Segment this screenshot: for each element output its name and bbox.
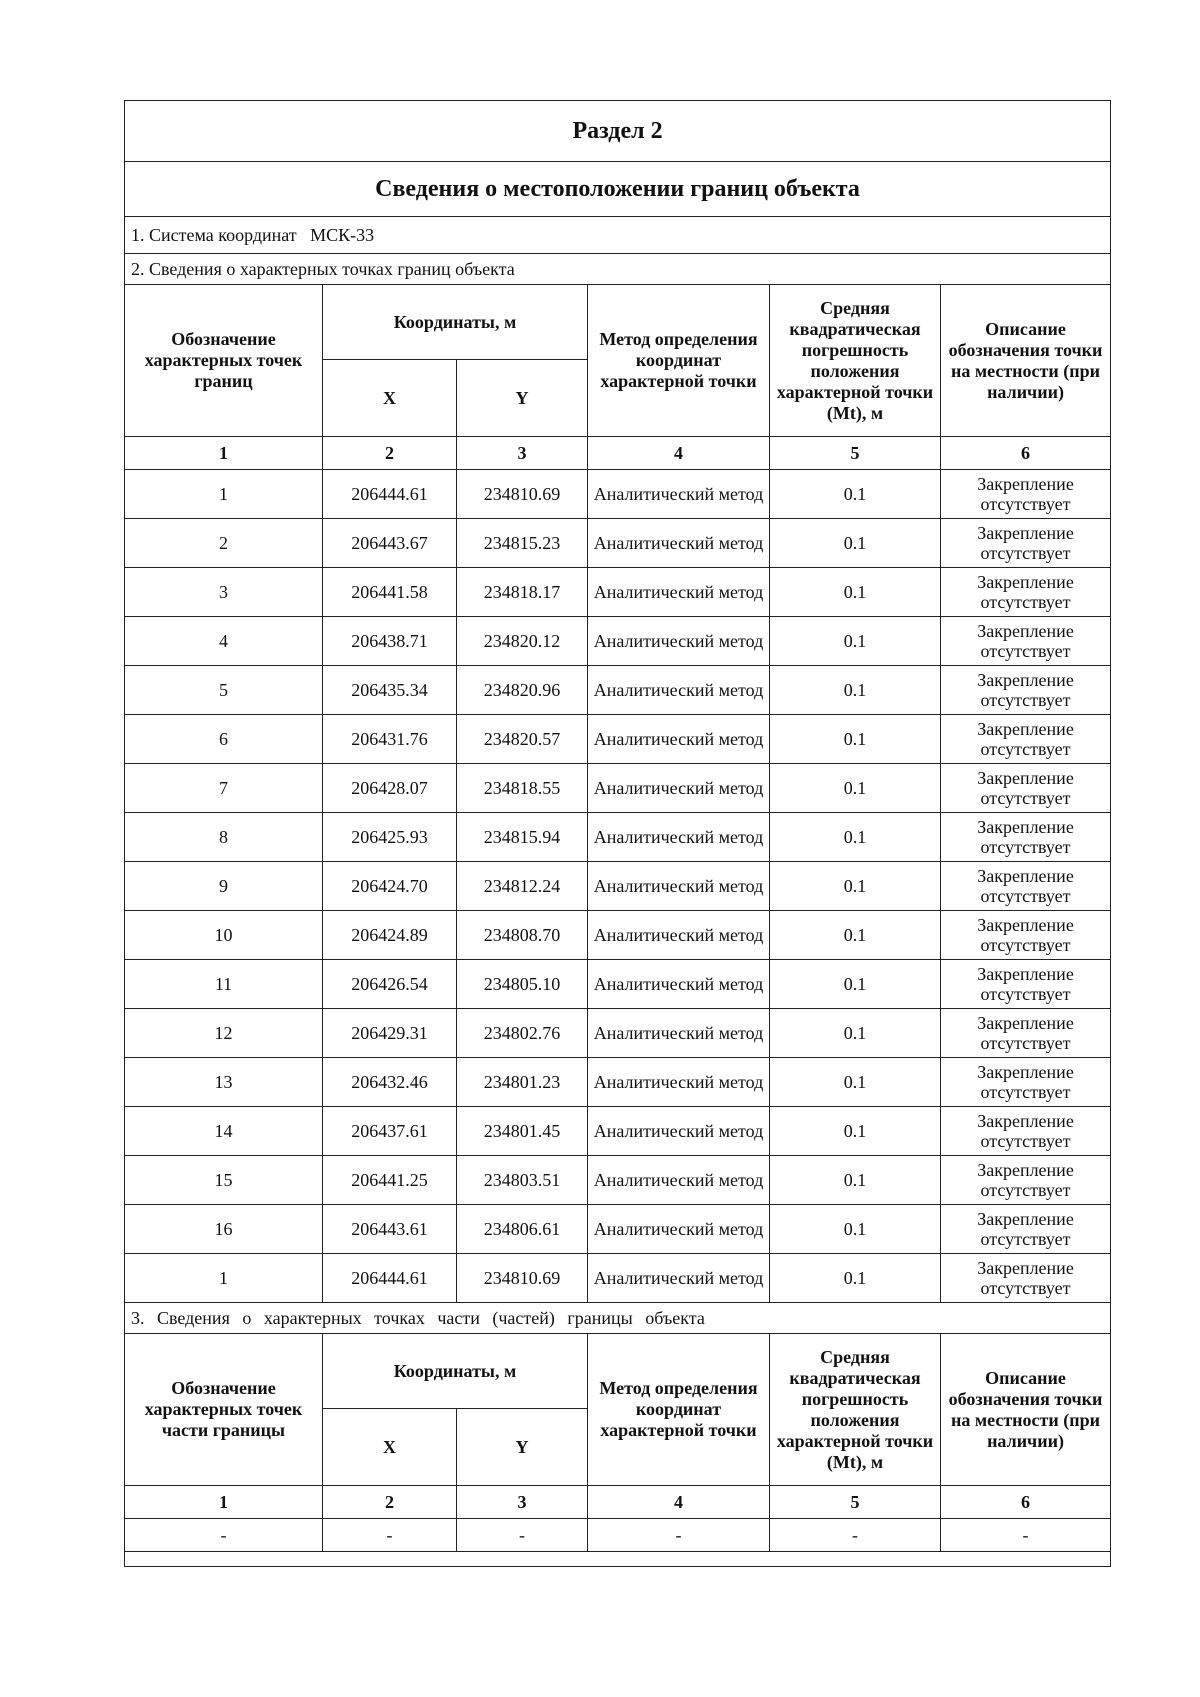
coord-system-label: 1. Система координат	[131, 225, 297, 245]
point-method: Аналитический метод	[588, 617, 770, 666]
point-number: 1	[125, 1254, 323, 1303]
point-x: 206443.67	[323, 519, 457, 568]
point-method: Аналитический метод	[588, 1205, 770, 1254]
point-method: Аналитический метод	[588, 568, 770, 617]
parts-header-number: 5	[770, 1486, 941, 1519]
point-number: 3	[125, 568, 323, 617]
table-row	[125, 715, 1111, 764]
point-mt: 0.1	[770, 960, 941, 1009]
parts-header-description: Описание обозначения точки на местности (при наличии)	[941, 1334, 1111, 1486]
header-number: 1	[125, 437, 323, 470]
point-y: 234818.55	[457, 764, 588, 813]
point-y: 234815.23	[457, 519, 588, 568]
point-y: 234820.96	[457, 666, 588, 715]
parts-table-row	[125, 1519, 1111, 1552]
table-row	[125, 470, 1111, 519]
parts-header-x: X	[323, 1409, 457, 1486]
point-number: 12	[125, 1009, 323, 1058]
table-row	[125, 1156, 1111, 1205]
point-y: 234802.76	[457, 1009, 588, 1058]
point-y: 234815.94	[457, 813, 588, 862]
parts-header-number: 4	[588, 1486, 770, 1519]
header-number: 3	[457, 437, 588, 470]
parts-cell: -	[941, 1519, 1111, 1552]
header-y: Y	[457, 360, 588, 437]
parts-cell: -	[588, 1519, 770, 1552]
point-method: Аналитический метод	[588, 1107, 770, 1156]
table-row	[125, 813, 1111, 862]
point-description: Закрепление отсутствует	[941, 519, 1111, 568]
table-row	[125, 666, 1111, 715]
point-y: 234818.17	[457, 568, 588, 617]
point-y: 234820.12	[457, 617, 588, 666]
point-description: Закрепление отсутствует	[941, 715, 1111, 764]
point-description: Закрепление отсутствует	[941, 568, 1111, 617]
parts-cell: -	[457, 1519, 588, 1552]
point-number: 5	[125, 666, 323, 715]
point-method: Аналитический метод	[588, 715, 770, 764]
point-method: Аналитический метод	[588, 813, 770, 862]
point-method: Аналитический метод	[588, 666, 770, 715]
point-description: Закрепление отсутствует	[941, 1009, 1111, 1058]
point-x: 206437.61	[323, 1107, 457, 1156]
point-description: Закрепление отсутствует	[941, 1254, 1111, 1303]
point-x: 206443.61	[323, 1205, 457, 1254]
point-number: 7	[125, 764, 323, 813]
point-mt: 0.1	[770, 1107, 941, 1156]
point-mt: 0.1	[770, 1156, 941, 1205]
point-number: 9	[125, 862, 323, 911]
parts-header-number: 3	[457, 1486, 588, 1519]
table-row	[125, 1107, 1111, 1156]
point-method: Аналитический метод	[588, 1009, 770, 1058]
point-y: 234801.23	[457, 1058, 588, 1107]
header-number: 6	[941, 437, 1111, 470]
boundary-table	[124, 100, 1111, 1567]
point-method: Аналитический метод	[588, 1058, 770, 1107]
point-method: Аналитический метод	[588, 519, 770, 568]
point-x: 206425.93	[323, 813, 457, 862]
table-row	[125, 960, 1111, 1009]
table-end-cell	[125, 1552, 1111, 1567]
point-description: Закрепление отсутствует	[941, 1156, 1111, 1205]
point-method: Аналитический метод	[588, 1156, 770, 1205]
header-number: 2	[323, 437, 457, 470]
points-heading: 2. Сведения о характерных точках границ объекта	[125, 254, 1111, 285]
point-x: 206435.34	[323, 666, 457, 715]
point-description: Закрепление отсутствует	[941, 1107, 1111, 1156]
parts-header-coordinates: Координаты, м	[323, 1334, 588, 1409]
table-row	[125, 1205, 1111, 1254]
parts-header-number: 1	[125, 1486, 323, 1519]
point-x: 206424.70	[323, 862, 457, 911]
point-y: 234820.57	[457, 715, 588, 764]
parts-header-number: 6	[941, 1486, 1111, 1519]
point-description: Закрепление отсутствует	[941, 911, 1111, 960]
point-x: 206444.61	[323, 1254, 457, 1303]
table-row	[125, 862, 1111, 911]
parts-header-error: Средняя квадратическая погрешность положения характерной точки (Mt), м	[770, 1334, 941, 1486]
header-designation: Обозначение характерных точек границ	[125, 285, 323, 437]
point-method: Аналитический метод	[588, 862, 770, 911]
point-mt: 0.1	[770, 666, 941, 715]
point-x: 206432.46	[323, 1058, 457, 1107]
parts-cell: -	[323, 1519, 457, 1552]
point-method: Аналитический метод	[588, 470, 770, 519]
header-number: 5	[770, 437, 941, 470]
point-mt: 0.1	[770, 715, 941, 764]
point-mt: 0.1	[770, 862, 941, 911]
table-row	[125, 1009, 1111, 1058]
point-y: 234806.61	[457, 1205, 588, 1254]
point-description: Закрепление отсутствует	[941, 617, 1111, 666]
parts-header-numbers-row	[125, 1486, 1111, 1519]
point-mt: 0.1	[770, 568, 941, 617]
header-description: Описание обозначения точки на местности (при наличии)	[941, 285, 1111, 437]
parts-heading: 3. Сведения о характерных точках части (частей) границы объекта	[125, 1303, 1111, 1334]
parts-header-method: Метод определения координат характерной точки	[588, 1334, 770, 1486]
table-row	[125, 1254, 1111, 1303]
point-x: 206444.61	[323, 470, 457, 519]
point-y: 234805.10	[457, 960, 588, 1009]
point-description: Закрепление отсутствует	[941, 813, 1111, 862]
point-y: 234810.69	[457, 1254, 588, 1303]
point-mt: 0.1	[770, 813, 941, 862]
point-description: Закрепление отсутствует	[941, 960, 1111, 1009]
point-x: 206424.89	[323, 911, 457, 960]
point-description: Закрепление отсутствует	[941, 1058, 1111, 1107]
table-row	[125, 568, 1111, 617]
table-row	[125, 519, 1111, 568]
point-number: 10	[125, 911, 323, 960]
point-x: 206428.07	[323, 764, 457, 813]
document-sheet	[124, 100, 1110, 1567]
table-row	[125, 911, 1111, 960]
point-description: Закрепление отсутствует	[941, 666, 1111, 715]
point-x: 206441.58	[323, 568, 457, 617]
section-subtitle: Сведения о местоположении границ объекта	[125, 162, 1111, 217]
header-numbers-row	[125, 437, 1111, 470]
table-row	[125, 764, 1111, 813]
point-x: 206431.76	[323, 715, 457, 764]
point-mt: 0.1	[770, 1205, 941, 1254]
point-description: Закрепление отсутствует	[941, 1205, 1111, 1254]
point-number: 15	[125, 1156, 323, 1205]
point-y: 234801.45	[457, 1107, 588, 1156]
point-mt: 0.1	[770, 519, 941, 568]
point-mt: 0.1	[770, 1009, 941, 1058]
point-mt: 0.1	[770, 617, 941, 666]
point-number: 13	[125, 1058, 323, 1107]
point-number: 8	[125, 813, 323, 862]
point-method: Аналитический метод	[588, 960, 770, 1009]
header-x: X	[323, 360, 457, 437]
header-coordinates: Координаты, м	[323, 285, 588, 360]
point-method: Аналитический метод	[588, 911, 770, 960]
point-number: 6	[125, 715, 323, 764]
point-y: 234803.51	[457, 1156, 588, 1205]
point-description: Закрепление отсутствует	[941, 764, 1111, 813]
point-method: Аналитический метод	[588, 1254, 770, 1303]
coord-system-line	[125, 217, 1111, 254]
table-row	[125, 1058, 1111, 1107]
point-mt: 0.1	[770, 470, 941, 519]
coord-system-value: МСК-33	[310, 225, 375, 245]
table-end-row	[125, 1552, 1111, 1567]
point-x: 206426.54	[323, 960, 457, 1009]
header-error: Средняя квадратическая погрешность положения характерной точки (Mt), м	[770, 285, 941, 437]
point-number: 4	[125, 617, 323, 666]
point-y: 234812.24	[457, 862, 588, 911]
point-mt: 0.1	[770, 1058, 941, 1107]
parts-header-designation: Обозначение характерных точек части границы	[125, 1334, 323, 1486]
point-mt: 0.1	[770, 1254, 941, 1303]
point-number: 11	[125, 960, 323, 1009]
header-number: 4	[588, 437, 770, 470]
point-number: 1	[125, 470, 323, 519]
table-row	[125, 617, 1111, 666]
point-mt: 0.1	[770, 764, 941, 813]
point-description: Закрепление отсутствует	[941, 470, 1111, 519]
point-x: 206441.25	[323, 1156, 457, 1205]
point-number: 14	[125, 1107, 323, 1156]
point-x: 206438.71	[323, 617, 457, 666]
point-mt: 0.1	[770, 911, 941, 960]
parts-header-number: 2	[323, 1486, 457, 1519]
parts-header-y: Y	[457, 1409, 588, 1486]
point-description: Закрепление отсутствует	[941, 862, 1111, 911]
point-y: 234808.70	[457, 911, 588, 960]
point-number: 16	[125, 1205, 323, 1254]
point-method: Аналитический метод	[588, 764, 770, 813]
parts-cell: -	[770, 1519, 941, 1552]
section-title: Раздел 2	[125, 101, 1111, 162]
header-method: Метод определения координат характерной точки	[588, 285, 770, 437]
point-x: 206429.31	[323, 1009, 457, 1058]
point-number: 2	[125, 519, 323, 568]
point-y: 234810.69	[457, 470, 588, 519]
parts-cell: -	[125, 1519, 323, 1552]
